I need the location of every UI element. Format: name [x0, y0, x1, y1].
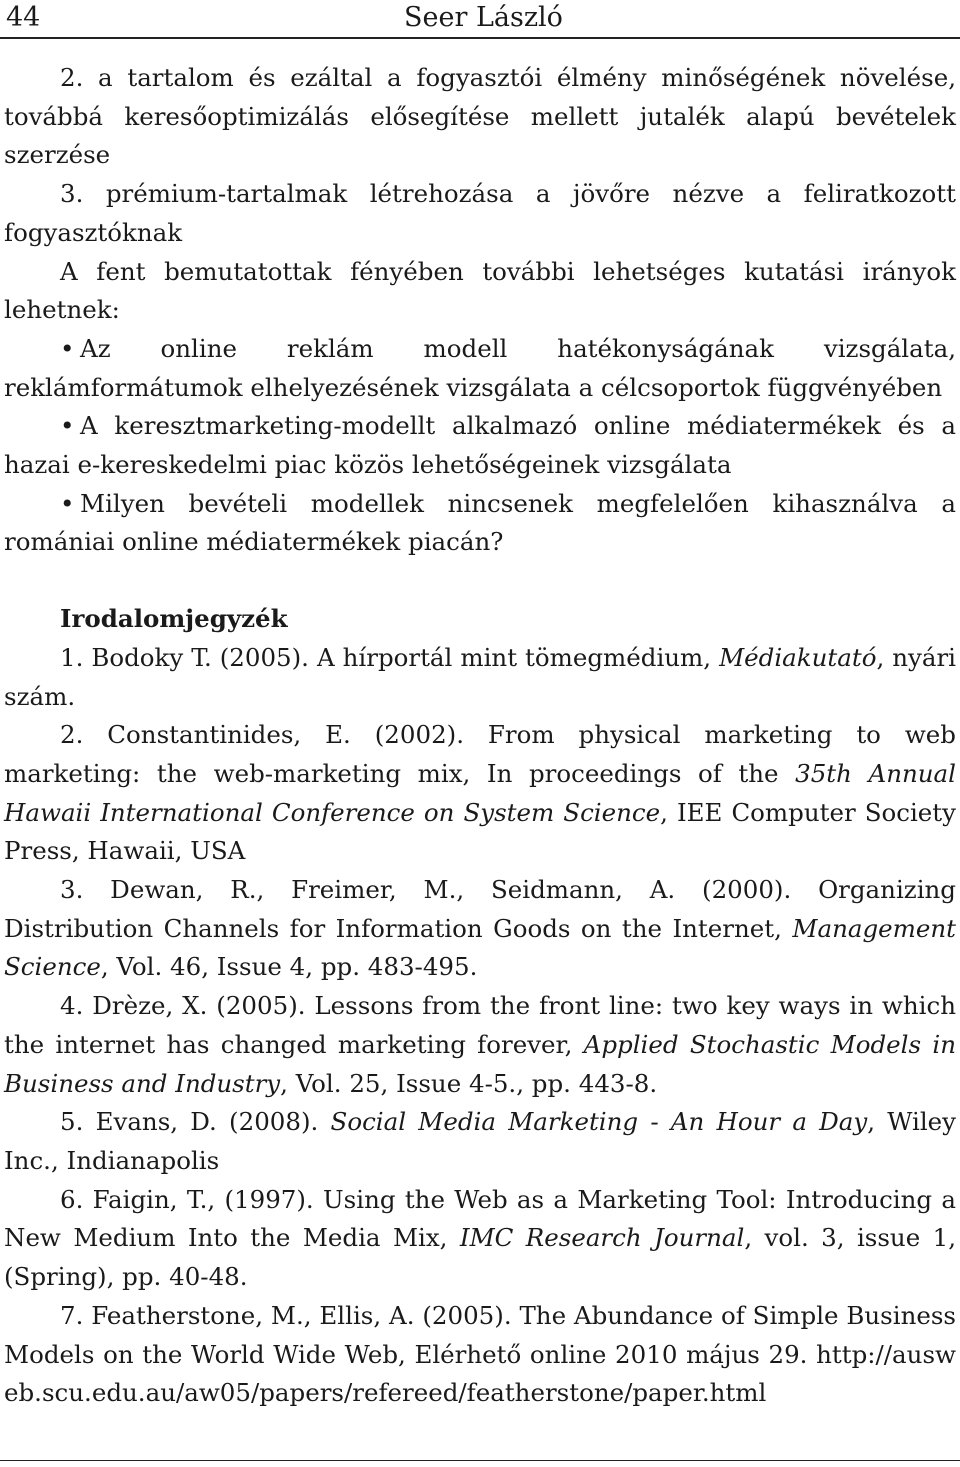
reference-tail: , Vol. 25, Issue 4-5., pp. 443-8.	[280, 1068, 658, 1098]
bullet-text: A keresztmarketing-modellt alkalmazó online médiatermékek és a hazai e-kereskedelmi piac közös lehetőségeinek vizsgálata	[4, 411, 956, 480]
reference-text: 2. Constantinides, E. (2002). From physical marketing to web marketing: the web-marketing mix, In proceedings of the	[4, 720, 956, 788]
footer-rule	[0, 1460, 960, 1461]
reference-source: IMC Research Journal	[459, 1223, 745, 1253]
reference-source: Médiakutató	[719, 642, 877, 672]
reference-tail: , IEE Computer Society Press, Hawaii, USA	[4, 797, 956, 866]
header-rule	[0, 37, 960, 39]
reference-text: 3. Dewan, R., Freimer, M., Seidmann, A. (2000). Organizing Distribution Channels for Information Goods on the Internet,	[4, 875, 956, 943]
reference-item	[4, 1297, 956, 1413]
list-item-2: 2. a tartalom és ezáltal a fogyasztói élmény minőségének növelése, továbbá keresőoptimizálás elősegítése mellett jutalék alapú bevételek szerzése	[4, 63, 956, 170]
page-number: 44	[6, 2, 41, 33]
reference-item	[4, 871, 956, 987]
bibliography-heading: Irodalomjegyzék	[60, 604, 288, 634]
reference-source: Applied Stochastic Models in Business and Industry	[4, 1029, 956, 1098]
reference-tail: , Vol. 46, Issue 4, pp. 483-495.	[100, 952, 478, 982]
reference-tail: , vol. 3, issue 1, (Spring), pp. 40-48.	[4, 1223, 956, 1292]
reference-text: 6. Faigin, T., (1997). Using the Web as a Marketing Tool: Introducing a New Medium Into the Media Mix,	[4, 1184, 956, 1253]
bullet-item	[4, 330, 956, 407]
bullet-item	[4, 485, 956, 562]
reference-source: Management Science	[4, 913, 956, 982]
running-head-author: Seer László	[404, 2, 563, 33]
reference-text: 5. Evans, D. (2008).	[60, 1107, 331, 1137]
page-header	[0, 0, 960, 38]
reference-text: 4. Drèze, X. (2005). Lessons from the front line: two key ways in which the internet has changed marketing forever,	[4, 991, 956, 1059]
bullet-text: Az online reklám modell hatékonyságának vizsgálata, reklámformátumok elhelyezésének vizsgálata a célcsoportok függvényében	[4, 333, 956, 402]
reference-item	[4, 987, 956, 1103]
reference-text: 7. Featherstone, M., Ellis, A. (2005). The Abundance of Simple Business Models on the World Wide Web, Elérhető online 2010 május 29.	[4, 1300, 956, 1369]
reference-item	[4, 716, 956, 871]
reference-url: http://ausweb.scu.edu.au/aw05/papers/refereed/featherstone/paper.html	[4, 1339, 956, 1408]
bullet-item	[4, 407, 956, 484]
bullet-icon: •	[60, 333, 75, 363]
reference-item	[4, 1181, 956, 1297]
bullet-text: Milyen bevételi modellek nincsenek megfelelően kihasználva a romániai online médiatermékek piacán?	[4, 488, 956, 557]
research-directions-intro: A fent bemutatottak fényében további lehetséges kutatási irányok lehetnek:	[4, 256, 956, 325]
page-body	[4, 59, 956, 1413]
reference-tail: , Wiley Inc., Indianapolis	[4, 1107, 956, 1175]
reference-item	[4, 1103, 956, 1180]
reference-item	[4, 639, 956, 716]
bullet-icon: •	[60, 488, 75, 518]
reference-source: Social Media Marketing - An Hour a Day	[330, 1107, 868, 1137]
reference-tail: , nyári szám.	[4, 642, 956, 711]
reference-text: 1. Bodoky T. (2005). A hírportál mint tömegmédium,	[60, 642, 720, 672]
list-item-3: 3. prémium-tartalmak létrehozása a jövőre nézve a feliratkozott fogyasztóknak	[4, 179, 956, 247]
bullet-icon: •	[60, 411, 75, 441]
reference-source: 35th Annual Hawaii International Conference on System Science	[4, 758, 956, 827]
